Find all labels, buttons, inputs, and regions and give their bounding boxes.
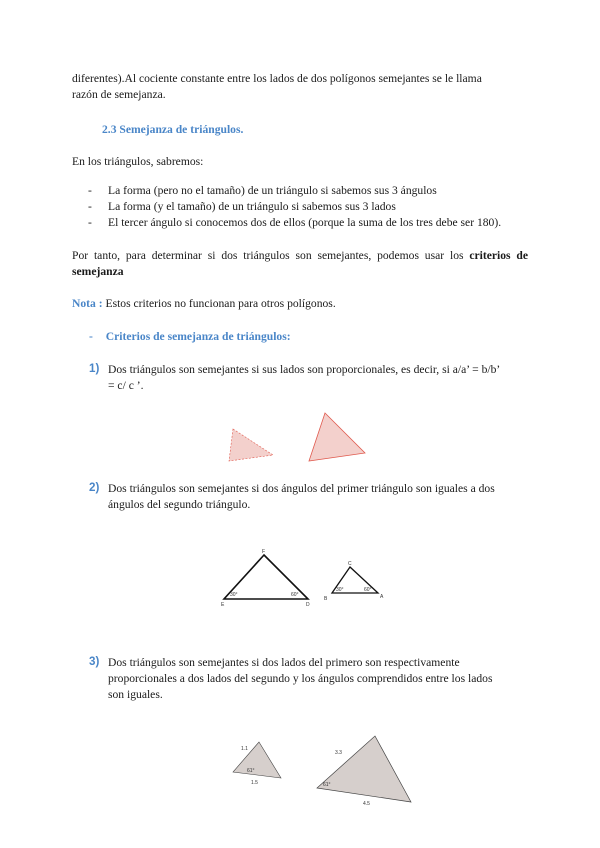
angle-label: 30°	[336, 587, 344, 593]
angle-label: 61°	[323, 782, 331, 788]
angle-label: 61°	[247, 768, 255, 774]
criterion-text: Dos triángulos son semejantes si dos lados del primero son respectivamente proporcionales a dos lados del segundo y los ángulos comprendidos entre los lados son iguales.	[108, 656, 493, 701]
criteria-heading: - Criterios de semejanza de triángulos:	[89, 330, 291, 343]
vertex-label: F	[262, 549, 266, 555]
section-heading: 2.3 Semejanza de triángulos.	[102, 123, 244, 136]
vertex-label: A	[380, 594, 384, 600]
angle-label: 30°	[230, 592, 238, 598]
side-label: 3.3	[335, 750, 342, 756]
document-page: diferentes).Al cociente constante entre los lados de dos polígonos semejantes se le llama razón de semejanza. 2.3 Semejanza de triángulos. En los triángulos, sabremos: - La forma (pero no el tamaño) de un triángulo si sabemos sus 3 ángulos - La forma (y el tamaño) de un triángulo si sabemos sus 3 lados - El tercer ángulo si conocemos dos de ellos (porque la suma de los tres debe ser 180). Por tanto, para determinar si dos triángulos son semejantes, podemos usar los criterios de semejanza Nota : Estos criterios no funcionan para otros polígonos. - Criterios de semejanza de triángulos: 1) Dos triángulos son semejantes si sus lados son proporcionales, es decir, si a/a’ = b/b’ = c/ c ’. 2) Dos triángulos son semejantes si dos ángulos del primer triángulo son iguales a dos ángulos del segundo triángulo. F E D 30° 60° C B A 30° 60° 3) Dos triángulos son semejantes si dos lados del primero son respectivamente proporcionales a dos lados del segundo y los ángulos comprendidos entre los lados son iguales. 1.1 1.5 61° 3.3 4.5 61°	[0, 0, 600, 848]
side-label: 1.1	[241, 746, 248, 752]
vertex-label: E	[221, 602, 225, 608]
note-line: Nota : Estos criterios no funcionan para otros polígonos.	[72, 297, 336, 310]
intro-paragraph: diferentes).Al cociente constante entre los lados de dos polígonos semejantes se le llama razón de semejanza.	[72, 72, 482, 101]
conclusion-paragraph: Por tanto, para determinar si dos triángulos son semejantes, podemos usar los criterios de semejanza	[72, 249, 528, 278]
vertex-label: D	[306, 602, 310, 608]
note-label: Nota :	[72, 297, 103, 310]
angle-label: 60°	[364, 587, 372, 593]
triangle-large	[317, 736, 411, 802]
criterion-number: 3)	[89, 655, 100, 668]
figure-equal-angles	[218, 545, 398, 611]
vertex-label: B	[324, 596, 328, 602]
criterion-number: 1)	[89, 362, 100, 375]
triangle-small	[229, 429, 273, 461]
lead-text: En los triángulos, sabremos:	[72, 155, 204, 168]
criterion-text: Dos triángulos son semejantes si dos ángulos del primer triángulo son iguales a dos ángulos del segundo triángulo.	[108, 482, 495, 511]
figure-side-proportional	[225, 405, 385, 467]
figure-sas	[225, 732, 425, 812]
criteria-term: criterios de semejanza	[72, 249, 528, 278]
criterion-number: 2)	[89, 481, 100, 494]
criterion-text: Dos triángulos son semejantes si sus lados son proporcionales, es decir, si a/a’ = b/b’ = c/ c ’.	[108, 363, 501, 392]
triangle-large	[309, 413, 365, 461]
angle-label: 60°	[291, 592, 299, 598]
side-label: 1.5	[251, 780, 258, 786]
side-label: 4.5	[363, 801, 370, 807]
vertex-label: C	[348, 561, 352, 567]
